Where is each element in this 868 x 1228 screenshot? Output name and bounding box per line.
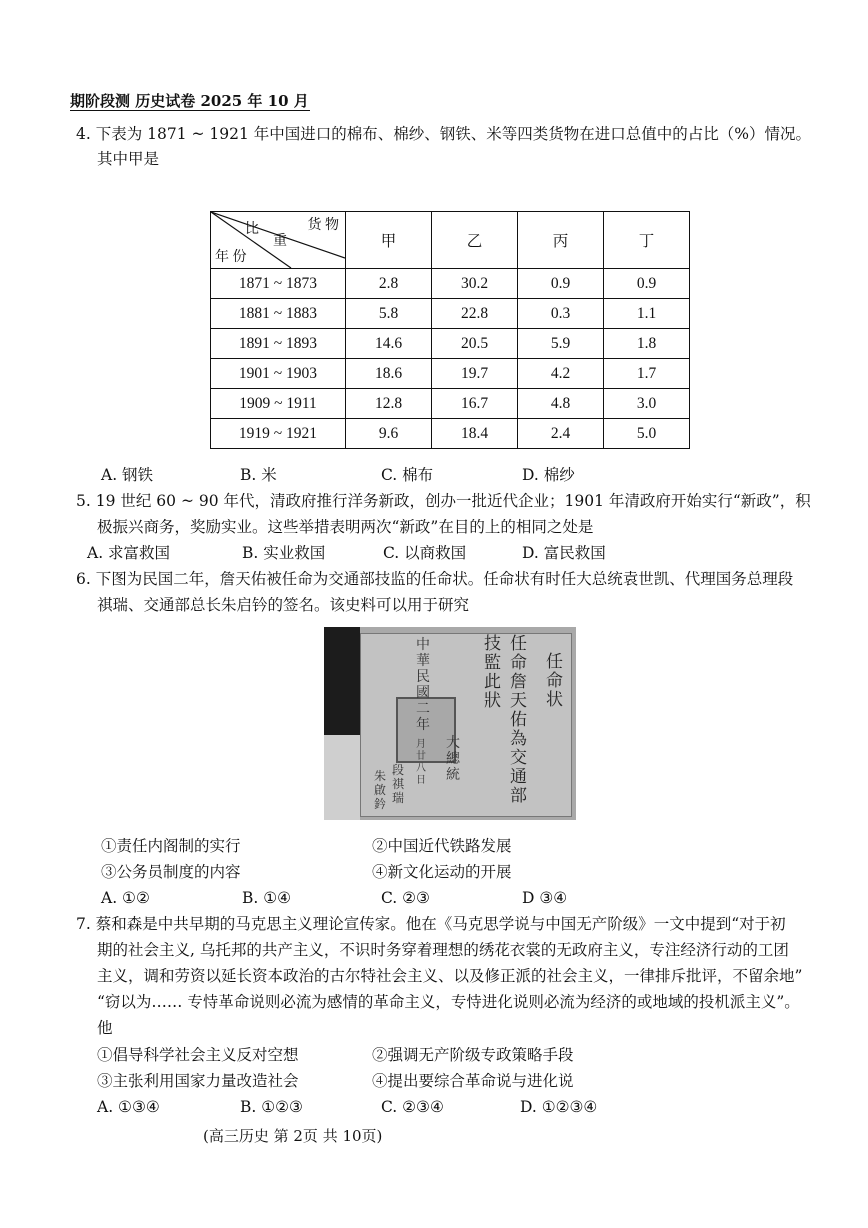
table-row <box>211 359 690 389</box>
value-cell: 0.9 <box>518 269 604 299</box>
column-header-ding: 丁 <box>604 212 690 269</box>
corner-label-goods: 货 物 <box>307 218 339 233</box>
q6-option-b: B. ①④ <box>242 889 292 907</box>
q7-option-b: B. ①②③ <box>240 1098 303 1116</box>
value-cell: 1.8 <box>604 329 690 359</box>
certificate-date-year: 中華民國二年 <box>416 637 430 733</box>
q4-stem-line2: 其中甲是 <box>97 150 160 168</box>
q5-stem-line2: 极振兴商务，奖励实业。这些举措表明两次“新政”在目的上的相同之处是 <box>97 518 594 536</box>
q7-stem-line5: 他 <box>97 1019 113 1037</box>
value-cell: 4.2 <box>518 359 604 389</box>
table-row <box>211 329 690 359</box>
q7-option-a: A. ①③④ <box>97 1098 160 1116</box>
year-cell: 1881 ~ 1883 <box>211 299 346 329</box>
import-share-table <box>210 211 690 449</box>
q6-stem-line1: 6. 下图为民国二年，詹天佑被任命为交通部技监的任命状。任命状有时任大总统袁世凯、代理国务总理段 <box>76 570 794 588</box>
q4-option-b: B. 米 <box>240 466 277 484</box>
q7-option-d: D. ①②③④ <box>520 1098 598 1116</box>
value-cell: 5.9 <box>518 329 604 359</box>
table-row <box>211 419 690 449</box>
corner-label-ratio-2: 重 <box>273 234 287 249</box>
q5-option-b: B. 实业救国 <box>242 544 326 562</box>
q6-option-d: D ③④ <box>522 889 568 907</box>
value-cell: 1.1 <box>604 299 690 329</box>
q7-option-c: C. ②③④ <box>381 1098 444 1116</box>
exam-header-title: 期阶段测 历史试卷 2025 年 10 月 <box>70 92 309 110</box>
q7-item-2: ②强调无产阶级专政策略手段 <box>372 1046 574 1064</box>
q4-option-a: A. 钢铁 <box>101 466 154 484</box>
photo-dark-corner <box>324 627 360 735</box>
certificate-date-day: 月廿八日 <box>416 739 426 786</box>
certificate-text-line1: 任命詹天佑為交通部 <box>510 634 527 806</box>
q7-item-4: ④提出要综合革命说与进化说 <box>372 1072 574 1090</box>
value-cell: 4.8 <box>518 389 604 419</box>
value-cell: 30.2 <box>432 269 518 299</box>
q7-item-3: ③主张利用国家力量改造社会 <box>97 1072 299 1090</box>
value-cell: 2.8 <box>346 269 432 299</box>
value-cell: 5.8 <box>346 299 432 329</box>
q7-stem-line3: 主义，调和劳资以延长资本政治的古尔特社会主义、以及修正派的社会主义，一律排斥批评，不留余地” <box>97 967 803 985</box>
year-cell: 1919 ~ 1921 <box>211 419 346 449</box>
corner-label-year: 年 份 <box>215 250 247 265</box>
value-cell: 18.4 <box>432 419 518 449</box>
q6-item-4: ④新文化运动的开展 <box>372 863 512 881</box>
q6-item-2: ②中国近代铁路发展 <box>372 837 512 855</box>
q7-stem-line1: 7. 蔡和森是中共早期的马克思主义理论宣传家。他在《马克思学说与中国无产阶级》一文中提到“对于初 <box>76 915 786 933</box>
certificate-title: 任命状 <box>546 652 563 710</box>
table-row <box>211 299 690 329</box>
q6-item-3: ③公务员制度的内容 <box>101 863 241 881</box>
header-underline <box>70 110 310 111</box>
value-cell: 1.7 <box>604 359 690 389</box>
value-cell: 5.0 <box>604 419 690 449</box>
certificate-signature-premier: 段祺瑞 <box>392 763 405 805</box>
value-cell: 22.8 <box>432 299 518 329</box>
q5-option-c: C. 以商救国 <box>383 544 467 562</box>
q6-option-a: A. ①② <box>101 889 150 907</box>
value-cell: 14.6 <box>346 329 432 359</box>
value-cell: 20.5 <box>432 329 518 359</box>
year-cell: 1901 ~ 1903 <box>211 359 346 389</box>
q7-stem-line4: “窃以为…… 专恃革命说则必流为感情的革命主义，专恃进化说则必流为经济的或地域的投机派主义”。 <box>97 993 800 1011</box>
value-cell: 0.9 <box>604 269 690 299</box>
value-cell: 0.3 <box>518 299 604 329</box>
value-cell: 16.7 <box>432 389 518 419</box>
value-cell: 12.8 <box>346 389 432 419</box>
q5-option-d: D. 富民救国 <box>522 544 606 562</box>
corner-label-ratio-1: 比 <box>245 222 259 237</box>
q7-stem-line2: 期的社会主义, 乌托邦的共产主义，不识时务穿着理想的绣花衣裳的无政府主义，专注经济行动的工团 <box>97 941 789 959</box>
appointment-certificate-photo <box>324 627 576 820</box>
value-cell: 9.6 <box>346 419 432 449</box>
year-cell: 1909 ~ 1911 <box>211 389 346 419</box>
year-cell: 1871 ~ 1873 <box>211 269 346 299</box>
table-corner-cell <box>211 212 346 269</box>
page-footer: (高三历史 第 2页 共 10页) <box>203 1127 383 1145</box>
q7-item-1: ①倡导科学社会主义反对空想 <box>97 1046 299 1064</box>
q4-stem-line1: 4. 下表为 1871 ~ 1921 年中国进口的棉布、棉纱、钢铁、米等四类货物在进口总值中的占比（%）情况。 <box>76 125 812 143</box>
value-cell: 3.0 <box>604 389 690 419</box>
table-row <box>211 389 690 419</box>
table-row <box>211 269 690 299</box>
column-header-jia: 甲 <box>346 212 432 269</box>
certificate-signature-president: 大總統 <box>446 735 460 783</box>
table-header-row <box>211 212 690 269</box>
photo-left-strip <box>324 735 360 820</box>
q6-option-c: C. ②③ <box>381 889 430 907</box>
value-cell: 18.6 <box>346 359 432 389</box>
column-header-bing: 丙 <box>518 212 604 269</box>
value-cell: 2.4 <box>518 419 604 449</box>
column-header-yi: 乙 <box>432 212 518 269</box>
q4-option-d: D. 棉纱 <box>522 466 575 484</box>
certificate-text-line2: 技監此狀 <box>484 634 501 711</box>
q5-stem-line1: 5. 19 世纪 60 ~ 90 年代，清政府推行洋务新政，创办一批近代企业；1901 年清政府开始实行“新政”，积 <box>76 492 811 510</box>
year-cell: 1891 ~ 1893 <box>211 329 346 359</box>
value-cell: 19.7 <box>432 359 518 389</box>
q6-stem-line2: 祺瑞、交通部总长朱启钤的签名。该史料可以用于研究 <box>97 596 470 614</box>
certificate-signature-minister: 朱啟鈐 <box>374 769 387 811</box>
q4-option-c: C. 棉布 <box>381 466 434 484</box>
q5-option-a: A. 求富救国 <box>87 544 171 562</box>
q6-item-1: ①责任内阁制的实行 <box>101 837 241 855</box>
